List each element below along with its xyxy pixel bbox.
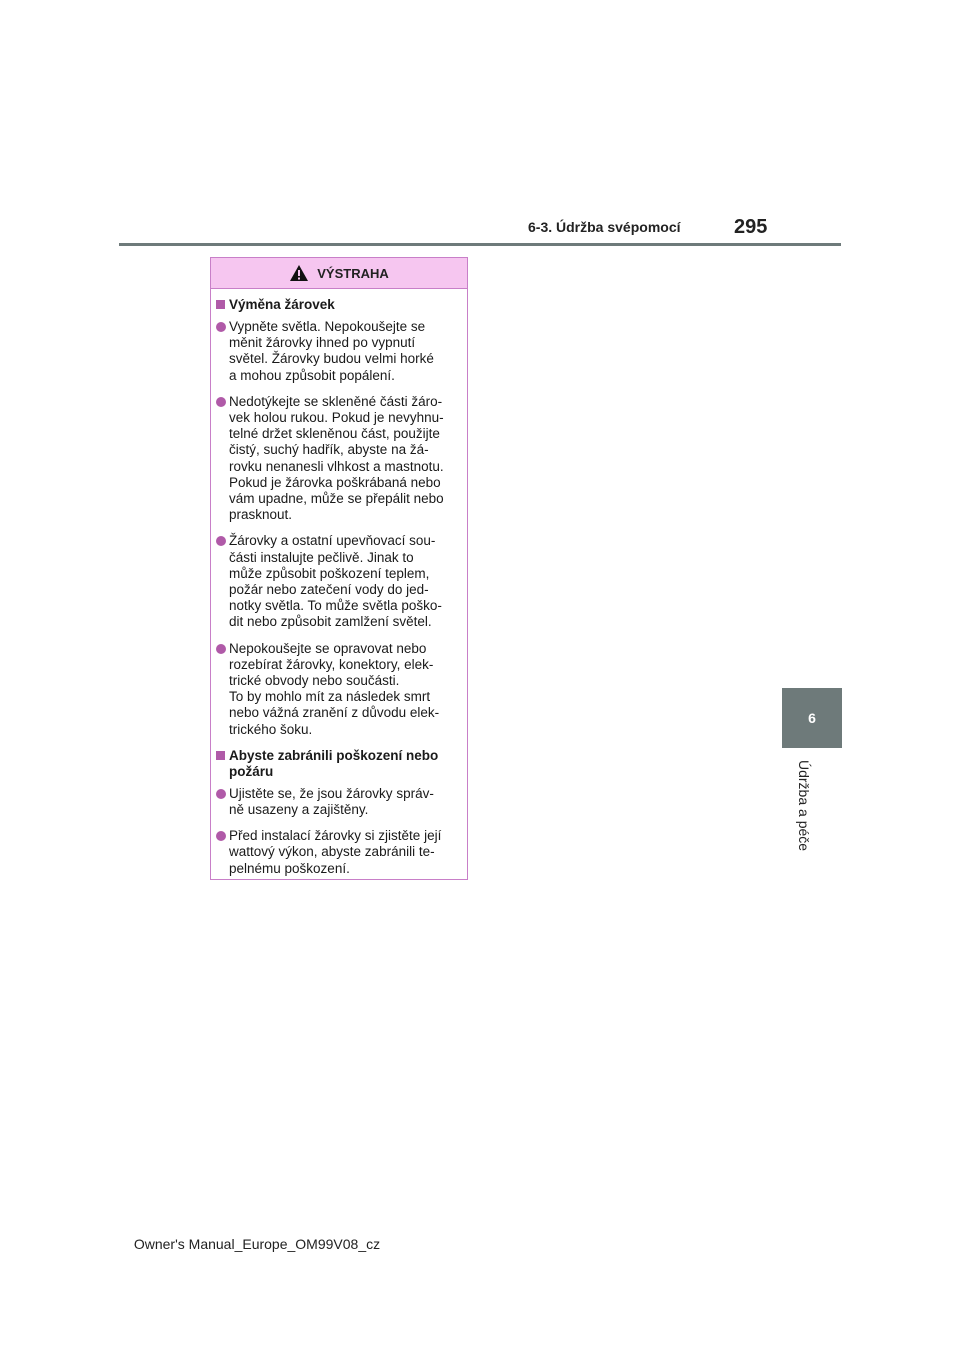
- round-bullet-icon: [216, 397, 226, 407]
- section-heading: 6-3. Údržba svépomocí: [528, 219, 681, 235]
- warning-section-title: [216, 297, 461, 313]
- footer-document-id: Owner's Manual_Europe_OM99V08_cz: [133, 1236, 381, 1252]
- chapter-number: 6: [808, 710, 816, 726]
- chapter-title: Údržba a péče: [796, 760, 812, 852]
- list-item-text: Nepokoušejte se opravovat nebo rozebírat žárovky, konektory, elek- trické obvody nebo součásti. To by mohlo mít za následek smrt nebo vážná zranění z důvodu elek- trického šoku.: [229, 640, 440, 737]
- section-title-text: Výměna žárovek: [229, 297, 335, 312]
- section-title-text: Abyste zabránili poškození nebo požáru: [229, 747, 439, 779]
- warning-list-item: [216, 786, 461, 818]
- round-bullet-icon: [216, 536, 226, 546]
- square-bullet-icon: [216, 751, 225, 760]
- warning-section-title: [216, 748, 461, 780]
- warning-box: [210, 257, 468, 880]
- warning-label: VÝSTRAHA: [317, 265, 389, 281]
- chapter-tab: [782, 688, 842, 748]
- warning-list-item: [216, 828, 461, 877]
- round-bullet-icon: [216, 322, 226, 332]
- round-bullet-icon: [216, 789, 226, 799]
- warning-list-item: [216, 394, 461, 524]
- warning-triangle-icon: [289, 264, 309, 282]
- warning-header: [211, 258, 467, 289]
- warning-list-item: [216, 641, 461, 738]
- list-item-text: Žárovky a ostatní upevňovací sou- části instalujte pečlivě. Jinak to může způsobit poškození teplem, požár nebo zatečení vody do jed- notky světla. To může světla poško- dit nebo způsobit zamlžení světel.: [229, 533, 442, 630]
- square-bullet-icon: [216, 300, 225, 309]
- list-item-text: Ujistěte se, že jsou žárovky správ- ně usazeny a zajištěny.: [229, 785, 434, 818]
- list-item-text: Nedotýkejte se skleněné části žáro- vek holou rukou. Pokud je nevyhnu- telné držet skleněnou část, použijte čistý, suchý hadřík, abyste na žá- rovku nenanesli vlhkost a mastnotu. Pokud je žárovka poškrábaná nebo vám upadne, může se přepálit nebo prasknout.: [229, 393, 444, 523]
- round-bullet-icon: [216, 831, 226, 841]
- round-bullet-icon: [216, 644, 226, 654]
- list-item-text: Vypněte světla. Nepokoušejte se měnit žárovky ihned po vypnutí světel. Žárovky budou velmi horké a mohou způsobit popálení.: [229, 319, 434, 383]
- warning-list-item: [216, 533, 461, 630]
- page-number: 295: [734, 216, 768, 238]
- header-divider: [119, 243, 841, 246]
- warning-body: [211, 289, 467, 877]
- list-item-text: Před instalací žárovky si zjistěte její wattový výkon, abyste zabránili te- pelnému poškození.: [229, 828, 442, 876]
- warning-list-item: [216, 319, 461, 384]
